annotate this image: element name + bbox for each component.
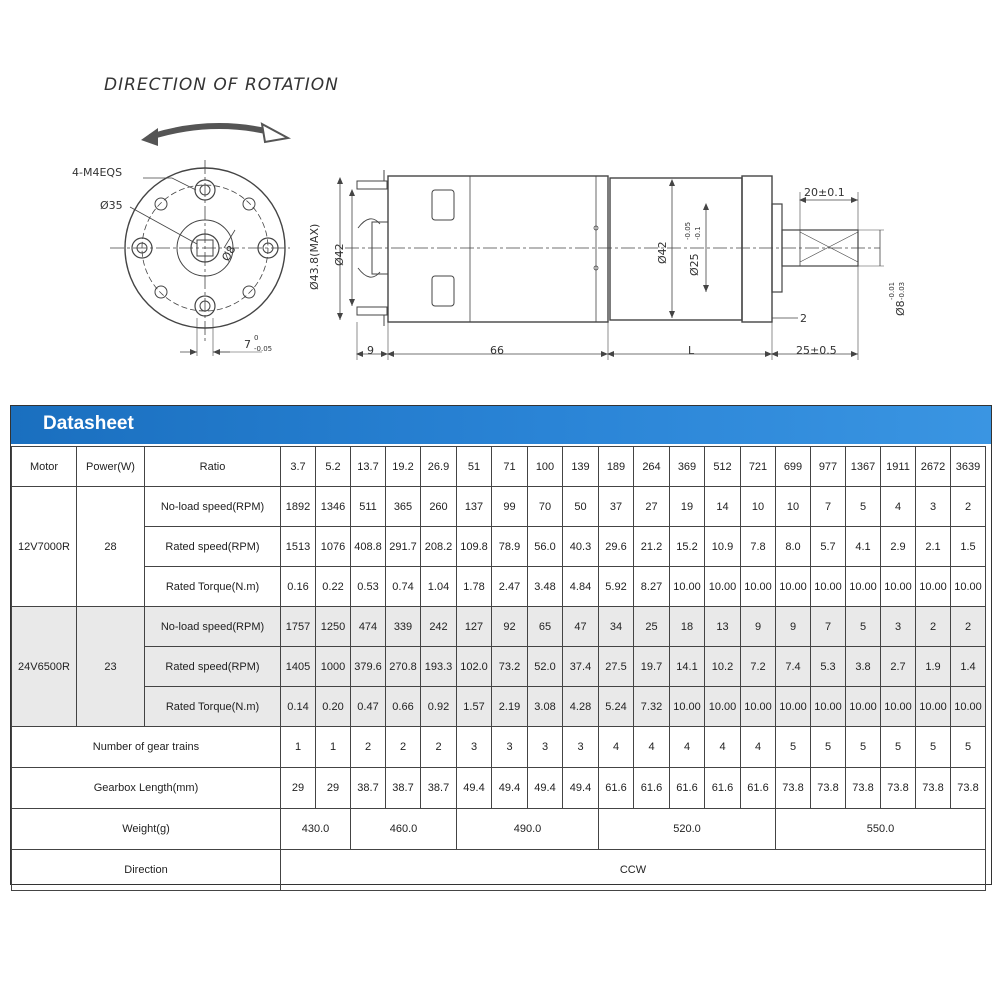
boss-dia-label: Ø25 <box>688 253 701 276</box>
ratio-cell: 512 <box>705 447 741 487</box>
weight-cell: 460.0 <box>351 809 457 850</box>
rotation-title: DIRECTION OF ROTATION <box>104 75 339 95</box>
value-cell: 270.8 <box>386 647 421 687</box>
boss-height-label: 2 <box>800 312 807 325</box>
weight-cell: 490.0 <box>457 809 599 850</box>
value-cell: 50 <box>563 487 599 527</box>
ratio-cell: 5.2 <box>316 447 351 487</box>
value-cell: 5.3 <box>811 647 846 687</box>
ratio-cell: 369 <box>670 447 705 487</box>
gearbox-length-cell: 73.8 <box>951 768 986 809</box>
value-cell: 2 <box>951 607 986 647</box>
value-cell: 1405 <box>281 647 316 687</box>
ratio-cell: 26.9 <box>421 447 457 487</box>
value-cell: 0.20 <box>316 687 351 727</box>
gearbox-dia-label: Ø42 <box>656 241 669 264</box>
value-cell: 1250 <box>316 607 351 647</box>
ratio-cell: 100 <box>528 447 563 487</box>
gearbox-length-cell: 73.8 <box>811 768 846 809</box>
direction-row <box>12 850 986 891</box>
value-cell: 10.00 <box>881 687 916 727</box>
gear-trains-cell: 3 <box>528 727 563 768</box>
boss-tol-bottom: -0.1 <box>694 226 702 240</box>
gearbox-length-cell: 61.6 <box>670 768 705 809</box>
value-cell: 15.2 <box>670 527 705 567</box>
motor-data-row <box>12 647 986 687</box>
value-cell: 56.0 <box>528 527 563 567</box>
value-cell: 10.00 <box>705 687 741 727</box>
ratio-cell: 1367 <box>846 447 881 487</box>
value-cell: 10.00 <box>846 567 881 607</box>
max-dia-label: Ø43.8(MAX) <box>308 223 321 290</box>
row-label-cell: No-load speed(RPM) <box>145 487 281 527</box>
value-cell: 7.2 <box>741 647 776 687</box>
value-cell: 5.7 <box>811 527 846 567</box>
value-cell: 9 <box>776 607 811 647</box>
motor-data-row <box>12 687 986 727</box>
value-cell: 37.4 <box>563 647 599 687</box>
value-cell: 193.3 <box>421 647 457 687</box>
gear-trains-cell: 5 <box>811 727 846 768</box>
value-cell: 92 <box>492 607 528 647</box>
ratio-cell: 2672 <box>916 447 951 487</box>
value-cell: 10.00 <box>776 687 811 727</box>
value-cell: 1.04 <box>421 567 457 607</box>
gearbox-length-cell: 49.4 <box>457 768 492 809</box>
shaft-tol-top: -0.01 <box>888 281 896 300</box>
gear-trains-cell: 5 <box>776 727 811 768</box>
value-cell: 3.8 <box>846 647 881 687</box>
value-cell: 474 <box>351 607 386 647</box>
ratio-cell: 721 <box>741 447 776 487</box>
gearbox-length-cell: 73.8 <box>776 768 811 809</box>
pcd-label: Ø35 <box>100 199 123 212</box>
direction-value: CCW <box>281 850 986 891</box>
ratio-cell: 13.7 <box>351 447 386 487</box>
value-cell: 14 <box>705 487 741 527</box>
value-cell: 208.2 <box>421 527 457 567</box>
gearbox-length-cell: 73.8 <box>916 768 951 809</box>
gear-trains-row <box>12 727 986 768</box>
value-cell: 2.19 <box>492 687 528 727</box>
gearbox-length-cell: 38.7 <box>386 768 421 809</box>
value-cell: 10.00 <box>951 567 986 607</box>
value-cell: 10.00 <box>741 687 776 727</box>
value-cell: 10.00 <box>811 687 846 727</box>
value-cell: 10.00 <box>916 687 951 727</box>
gearbox-length-cell: 38.7 <box>351 768 386 809</box>
value-cell: 1.78 <box>457 567 492 607</box>
direction-label: Direction <box>12 850 281 891</box>
value-cell: 10.2 <box>705 647 741 687</box>
value-cell: 10.00 <box>881 567 916 607</box>
value-cell: 3 <box>916 487 951 527</box>
value-cell: 7.4 <box>776 647 811 687</box>
row-label-cell: Rated speed(RPM) <box>145 527 281 567</box>
motor-length-label: 66 <box>490 344 504 357</box>
value-cell: 37 <box>599 487 634 527</box>
value-cell: 18 <box>670 607 705 647</box>
key-label: 7 <box>244 338 251 351</box>
value-cell: 0.16 <box>281 567 316 607</box>
value-cell: 10.9 <box>705 527 741 567</box>
gear-trains-cell: 5 <box>916 727 951 768</box>
motor-header: Motor <box>12 447 77 487</box>
value-cell: 0.53 <box>351 567 386 607</box>
shaft-length-label: 20±0.1 <box>804 186 845 199</box>
gearbox-length-label: Gearbox Length(mm) <box>12 768 281 809</box>
gearbox-length-cell: 61.6 <box>705 768 741 809</box>
value-cell: 1757 <box>281 607 316 647</box>
gearbox-length-cell: 49.4 <box>492 768 528 809</box>
value-cell: 2 <box>951 487 986 527</box>
ratio-cell: 19.2 <box>386 447 421 487</box>
value-cell: 7 <box>811 487 846 527</box>
gearbox-length-cell: 38.7 <box>421 768 457 809</box>
gear-trains-cell: 2 <box>421 727 457 768</box>
motor-data-row <box>12 567 986 607</box>
datasheet-banner <box>11 406 991 444</box>
gearbox-length-cell: 49.4 <box>528 768 563 809</box>
ratio-cell: 1911 <box>881 447 916 487</box>
gearbox-length-cell: 61.6 <box>599 768 634 809</box>
motor-name-cell: 24V6500R <box>12 607 77 727</box>
motor-power-cell: 23 <box>77 607 145 727</box>
value-cell: 4 <box>881 487 916 527</box>
motor-power-cell: 28 <box>77 487 145 607</box>
ratio-header: Ratio <box>145 447 281 487</box>
ratio-cell: 977 <box>811 447 846 487</box>
value-cell: 8.0 <box>776 527 811 567</box>
gear-trains-cell: 2 <box>351 727 386 768</box>
value-cell: 34 <box>599 607 634 647</box>
value-cell: 19 <box>670 487 705 527</box>
value-cell: 27 <box>634 487 670 527</box>
gear-trains-cell: 4 <box>634 727 670 768</box>
value-cell: 2.47 <box>492 567 528 607</box>
value-cell: 3.08 <box>528 687 563 727</box>
gear-trains-cell: 4 <box>741 727 776 768</box>
weight-cell: 550.0 <box>776 809 986 850</box>
datasheet-table <box>11 446 986 891</box>
shaft-dia-label: Ø8 <box>894 300 907 316</box>
value-cell: 7.32 <box>634 687 670 727</box>
value-cell: 10.00 <box>670 567 705 607</box>
row-label-cell: Rated speed(RPM) <box>145 647 281 687</box>
gear-trains-cell: 3 <box>457 727 492 768</box>
technical-drawing <box>0 0 1000 400</box>
value-cell: 27.5 <box>599 647 634 687</box>
gearbox-length-row <box>12 768 986 809</box>
row-label-cell: Rated Torque(N.m) <box>145 687 281 727</box>
gear-trains-cell: 4 <box>705 727 741 768</box>
gear-trains-cell: 1 <box>281 727 316 768</box>
boss-tol-top: -0.05 <box>684 221 692 240</box>
row-label-cell: Rated Torque(N.m) <box>145 567 281 607</box>
gear-trains-cell: 3 <box>563 727 599 768</box>
value-cell: 137 <box>457 487 492 527</box>
gear-trains-label: Number of gear trains <box>12 727 281 768</box>
value-cell: 10 <box>741 487 776 527</box>
value-cell: 1000 <box>316 647 351 687</box>
value-cell: 10.00 <box>846 687 881 727</box>
value-cell: 339 <box>386 607 421 647</box>
header-row <box>12 447 986 487</box>
value-cell: 25 <box>634 607 670 647</box>
value-cell: 10.00 <box>776 567 811 607</box>
value-cell: 1.5 <box>951 527 986 567</box>
ratio-cell: 699 <box>776 447 811 487</box>
rear-length-label: 9 <box>367 344 374 357</box>
datasheet-title: Datasheet <box>43 413 134 434</box>
holes-label: 4-M4EQS <box>72 166 123 179</box>
value-cell: 10.00 <box>670 687 705 727</box>
gear-trains-cell: 5 <box>881 727 916 768</box>
value-cell: 2.7 <box>881 647 916 687</box>
motor-data-row <box>12 607 986 647</box>
value-cell: 365 <box>386 487 421 527</box>
value-cell: 291.7 <box>386 527 421 567</box>
value-cell: 1.9 <box>916 647 951 687</box>
power-header: Power(W) <box>77 447 145 487</box>
gear-trains-cell: 1 <box>316 727 351 768</box>
value-cell: 40.3 <box>563 527 599 567</box>
value-cell: 47 <box>563 607 599 647</box>
value-cell: 1346 <box>316 487 351 527</box>
value-cell: 0.47 <box>351 687 386 727</box>
value-cell: 1513 <box>281 527 316 567</box>
ratio-cell: 51 <box>457 447 492 487</box>
value-cell: 0.22 <box>316 567 351 607</box>
shaft-total-label: 25±0.5 <box>796 344 837 357</box>
value-cell: 8.27 <box>634 567 670 607</box>
gearbox-length-cell: 29 <box>281 768 316 809</box>
ratio-cell: 71 <box>492 447 528 487</box>
value-cell: 99 <box>492 487 528 527</box>
value-cell: 127 <box>457 607 492 647</box>
weight-cell: 430.0 <box>281 809 351 850</box>
ratio-cell: 189 <box>599 447 634 487</box>
value-cell: 2.1 <box>916 527 951 567</box>
gear-trains-cell: 4 <box>599 727 634 768</box>
gearbox-length-cell: 61.6 <box>741 768 776 809</box>
value-cell: 3.48 <box>528 567 563 607</box>
value-cell: 408.8 <box>351 527 386 567</box>
weight-row <box>12 809 986 850</box>
value-cell: 2.9 <box>881 527 916 567</box>
motor-name-cell: 12V7000R <box>12 487 77 607</box>
value-cell: 4.28 <box>563 687 599 727</box>
value-cell: 1.57 <box>457 687 492 727</box>
motor-data-row <box>12 527 986 567</box>
value-cell: 78.9 <box>492 527 528 567</box>
value-cell: 242 <box>421 607 457 647</box>
value-cell: 19.7 <box>634 647 670 687</box>
value-cell: 9 <box>741 607 776 647</box>
value-cell: 1892 <box>281 487 316 527</box>
value-cell: 3 <box>881 607 916 647</box>
value-cell: 10 <box>776 487 811 527</box>
value-cell: 102.0 <box>457 647 492 687</box>
gearbox-length-label: L <box>688 344 695 357</box>
value-cell: 13 <box>705 607 741 647</box>
value-cell: 4.84 <box>563 567 599 607</box>
value-cell: 29.6 <box>599 527 634 567</box>
value-cell: 5 <box>846 607 881 647</box>
value-cell: 7.8 <box>741 527 776 567</box>
gear-trains-cell: 3 <box>492 727 528 768</box>
datasheet-panel <box>10 405 992 885</box>
value-cell: 21.2 <box>634 527 670 567</box>
value-cell: 14.1 <box>670 647 705 687</box>
gearbox-length-cell: 29 <box>316 768 351 809</box>
value-cell: 1.4 <box>951 647 986 687</box>
weight-label: Weight(g) <box>12 809 281 850</box>
side-view <box>340 170 884 360</box>
value-cell: 109.8 <box>457 527 492 567</box>
gearbox-length-cell: 61.6 <box>634 768 670 809</box>
value-cell: 5 <box>846 487 881 527</box>
ratio-cell: 264 <box>634 447 670 487</box>
ratio-cell: 139 <box>563 447 599 487</box>
value-cell: 10.00 <box>916 567 951 607</box>
weight-cell: 520.0 <box>599 809 776 850</box>
gearbox-length-cell: 73.8 <box>881 768 916 809</box>
value-cell: 5.92 <box>599 567 634 607</box>
motor-dia-label: Ø42 <box>333 243 346 266</box>
gearbox-length-cell: 73.8 <box>846 768 881 809</box>
shaft-tol-bottom: -0.03 <box>898 281 906 300</box>
motor-data-row <box>12 487 986 527</box>
row-label-cell: No-load speed(RPM) <box>145 607 281 647</box>
value-cell: 10.00 <box>951 687 986 727</box>
value-cell: 65 <box>528 607 563 647</box>
key-tol-top: 0 <box>254 334 259 342</box>
value-cell: 7 <box>811 607 846 647</box>
ratio-cell: 3.7 <box>281 447 316 487</box>
gear-trains-cell: 4 <box>670 727 705 768</box>
value-cell: 260 <box>421 487 457 527</box>
value-cell: 10.00 <box>705 567 741 607</box>
value-cell: 511 <box>351 487 386 527</box>
value-cell: 4.1 <box>846 527 881 567</box>
value-cell: 1076 <box>316 527 351 567</box>
ratio-cell: 3639 <box>951 447 986 487</box>
value-cell: 10.00 <box>811 567 846 607</box>
value-cell: 5.24 <box>599 687 634 727</box>
value-cell: 70 <box>528 487 563 527</box>
value-cell: 0.14 <box>281 687 316 727</box>
key-tol-bottom: -0.05 <box>254 345 273 353</box>
gear-trains-cell: 5 <box>951 727 986 768</box>
value-cell: 2 <box>916 607 951 647</box>
value-cell: 73.2 <box>492 647 528 687</box>
front-view <box>110 160 290 356</box>
value-cell: 0.92 <box>421 687 457 727</box>
rotation-arrow-icon <box>141 124 288 146</box>
value-cell: 0.66 <box>386 687 421 727</box>
front-shaft-label: Ø8 <box>219 243 239 264</box>
gear-trains-cell: 2 <box>386 727 421 768</box>
value-cell: 0.74 <box>386 567 421 607</box>
value-cell: 10.00 <box>741 567 776 607</box>
gearbox-length-cell: 49.4 <box>563 768 599 809</box>
value-cell: 379.6 <box>351 647 386 687</box>
value-cell: 52.0 <box>528 647 563 687</box>
gear-trains-cell: 5 <box>846 727 881 768</box>
